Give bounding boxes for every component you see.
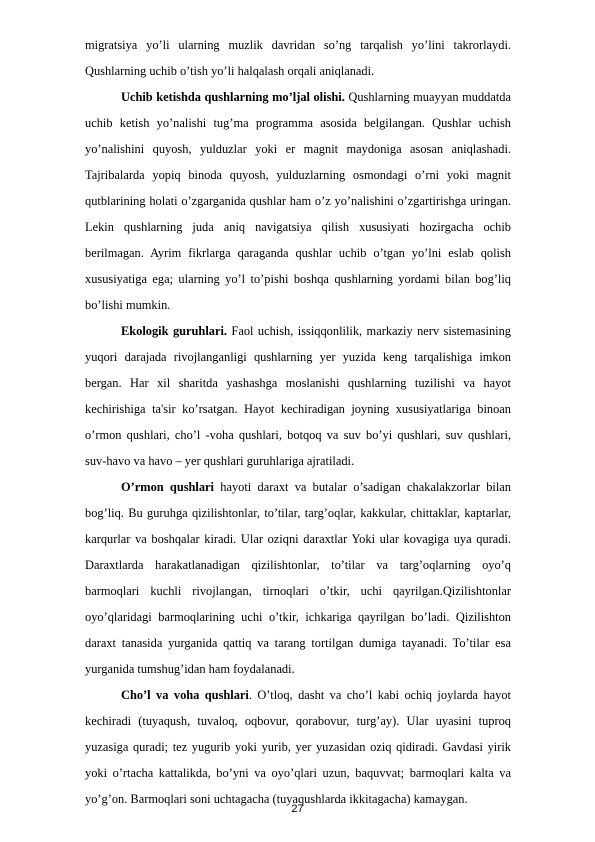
paragraph-text: . O’tloq, dasht va cho’l kabi ochiq joylarda hayot kechiradi (tuyaqush, tuvaloq, oqbovur, qorabovur, turg’ay). Ular uyasini tuproq yuzasiga quradi; tez yugurib yoki yurib, yer yuzasidan oziq qidiradi. Gavdasi yirik yoki o’rtacha kattalikda, bo’yni va oyo’qlari uzun, baquvvat; barmoqlari kalta va yo’g’on. Barmoqlari soni uchtagacha (tuyaqushlarda ikkitagacha) kamaygan. — [85, 688, 511, 806]
paragraph-text: Faol uchish, issiqqonlilik, markaziy nerv sistemasining yuqori darajada rivojlanganligi qushlarning yer yuzida keng tarqalishiga imkon bergan. Har xil sharitda yashashga moslanishi qushlarning tuzilishi va hayot kechirishiga ta'sir ko’rsatgan. Hayot kechiradigan joyning xususiyatlariga binoan o’rmon qushlari, cho’l -voha qushlari, botqoq va suv bo’yi qushlari, suv qushlari, suv-havo va havo – yer qushlari guruhlariga ajratiladi. — [85, 324, 511, 468]
paragraph-forest-birds — [85, 474, 511, 682]
paragraph-heading: Ekologik guruhlari. — [121, 324, 227, 338]
page-body — [85, 32, 511, 812]
paragraph-orientation — [85, 84, 511, 318]
paragraph-heading: Uchib ketishda qushlarning mo’ljal olishi. — [121, 90, 345, 104]
paragraph-heading: Cho’l va voha qushlari — [121, 688, 249, 702]
paragraph-text: hayoti daraxt va butalar o’sadigan chakalakzorlar bilan bog’liq. Bu guruhga qizilishtonlar, to’tilar, targ’oqlar, kakkular, chittaklar, kaptarlar, karqurlar va boshqalar kiradi. Ular oziqni daraxtlar Yoki ular kovagiga uya quradi. Daraxtlarda harakatlanadigan qizilishtonlar, to’tilar va targ’oqlarning oyo’q barmoqlari kuchli rivojlangan, tirnoqlari o’tkir, uchi qayrilgan.Qizilishtonlar oyo’qlaridagi barmoqlarining uchi o’tkir, ichkariga qayrilgan bo’ladi. Qizilishton daraxt tanasida yurganida qattiq va tarang tortilgan dumiga tayanadi. To’tilar esa yurganida tumshug’idan ham foydalanadi. — [85, 480, 511, 676]
paragraph-text: Qushlarning muayyan muddatda uchib ketish yo’nalishi tug’ma programma asosida belgilangan. Qushlar uchish yo’nalishini quyosh, yulduzlar yoki er magnit maydoniga asosan aniqlashadi. Tajribalarda yopiq binoda quyosh, yulduzlarning osmondagi o’rni yoki magnit qutblarining holati o’zgarganida qushlar ham o’z yo’nalishini o’zgartirishga uringan. Lekin qushlarning juda aniq navigatsiya qilish xususiyati hozirgacha ochib berilmagan. Ayrim fikrlarga qaraganda qushlar uchib o’tgan yo’lni eslab qolish xususiyatiga ega; ularning yo’l to’pishi boshqa qushlarning yordami bilan bog’liq bo’lishi mumkin. — [85, 90, 511, 312]
page-number: 27 — [291, 803, 304, 815]
paragraph-ecological-groups — [85, 318, 511, 474]
paragraph-steppe-birds — [85, 682, 511, 812]
paragraph-migration — [85, 32, 511, 84]
paragraph-text: migratsiya yo’li ularning muzlik davridan so’ng tarqalish yo’lini takrorlaydi. Qushlarning uchib o’tish yo’li halqalash orqali aniqlanadi. — [85, 38, 511, 78]
paragraph-heading: O’rmon qushlari — [121, 480, 215, 494]
